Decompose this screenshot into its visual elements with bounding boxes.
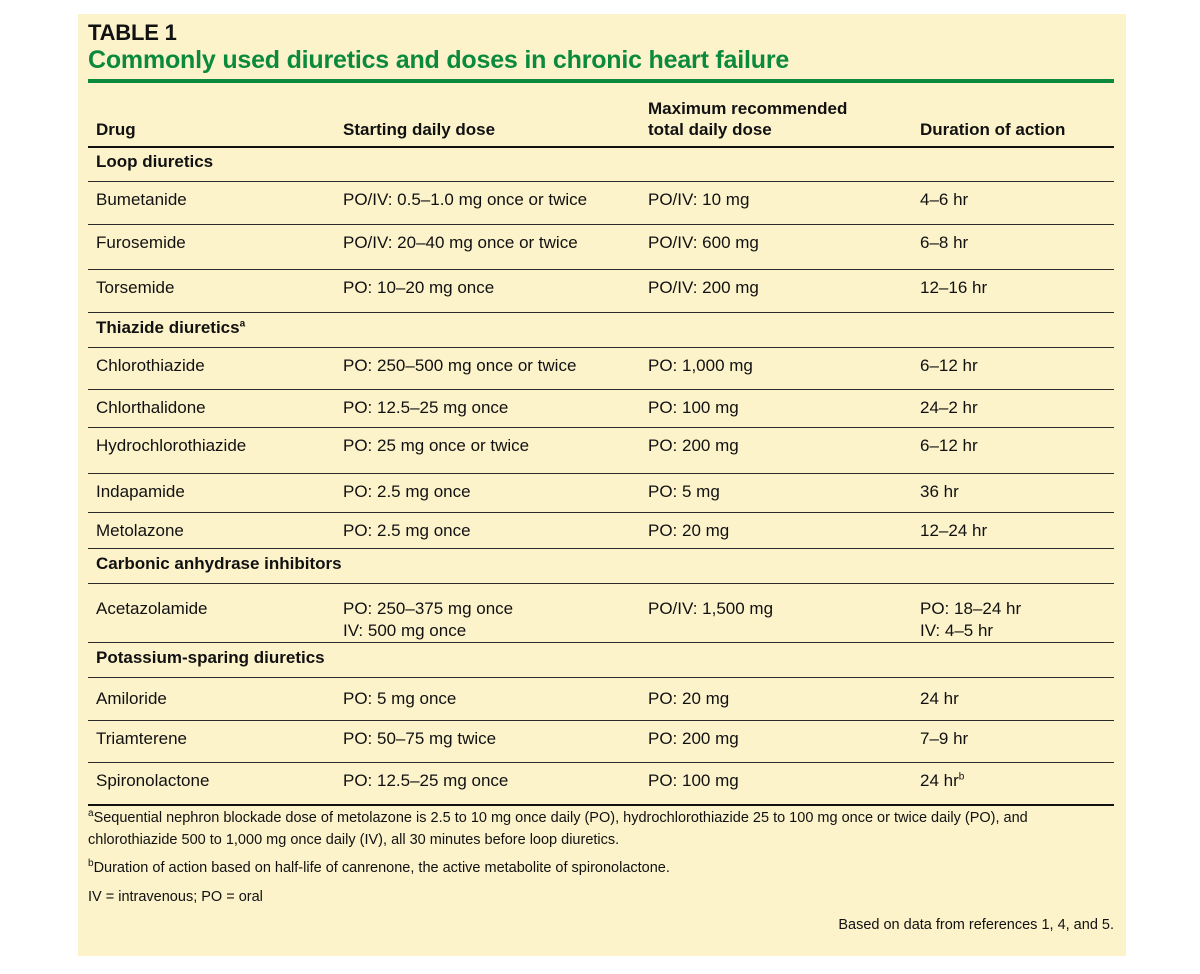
duration-cell [920, 397, 978, 419]
starting-dose-line: PO: 250–375 mg once [343, 599, 514, 618]
drug-name-cell: Spironolactone [96, 771, 210, 790]
duration-text: 36 hr [920, 482, 959, 501]
duration-text: 24 hr [920, 689, 959, 708]
source-note: Based on data from references 1, 4, and 5. [838, 917, 1114, 933]
starting-dose-cell [343, 355, 576, 377]
starting-dose-line: PO/IV: 20–40 mg once or twice [343, 233, 578, 252]
drug-name-cell: Indapamide [96, 482, 185, 501]
duration-text: 12–16 hr [920, 278, 988, 297]
row-rule [88, 389, 1114, 390]
starting-dose-cell [343, 598, 513, 642]
starting-dose-line: PO: 2.5 mg once [343, 482, 471, 501]
starting-dose-line: PO: 2.5 mg once [343, 521, 471, 540]
table-label: TABLE 1 [88, 20, 177, 45]
duration-cell [920, 189, 968, 211]
max-dose-cell: PO: 20 mg [648, 689, 730, 708]
starting-dose-line: PO/IV: 0.5–1.0 mg once or twice [343, 190, 588, 209]
drug-name-cell: Metolazone [96, 521, 184, 540]
starting-dose-line: PO: 10–20 mg once [343, 278, 495, 297]
duration-text: 24 hr [920, 771, 959, 790]
footnote-mark: b [88, 858, 94, 870]
duration-cell [920, 770, 964, 792]
duration-line [920, 728, 968, 750]
duration-cell [920, 435, 978, 457]
max-dose-cell: PO/IV: 600 mg [648, 233, 759, 252]
duration-cell [920, 481, 959, 503]
row-rule [88, 642, 1114, 643]
row-rule [88, 720, 1114, 721]
starting-dose-line: PO: 5 mg once [343, 689, 457, 708]
duration-text: 6–12 hr [920, 356, 978, 375]
starting-dose-cell [343, 481, 471, 503]
duration-cell [920, 355, 978, 377]
footnote-mark: a [239, 318, 246, 330]
footnote [88, 807, 1118, 851]
row-rule [88, 312, 1114, 313]
duration-text: 24–2 hr [920, 398, 978, 417]
max-dose-cell: PO: 100 mg [648, 398, 739, 417]
duration-cell [920, 598, 1021, 642]
duration-line [920, 481, 959, 503]
starting-dose-cell [343, 520, 471, 542]
footnote-text: Sequential nephron blockade dose of metolazone is 2.5 to 10 mg once daily (PO), hydrochlorothiazide 25 to 100 mg once or twice daily (PO), and chlorothiazide 500 to 1,000 mg once daily (IV), all 30 minutes before loop diuretics. [88, 810, 1028, 848]
starting-dose-cell [343, 435, 529, 457]
duration-line [920, 189, 968, 211]
starting-dose-cell [343, 189, 587, 211]
row-rule [88, 804, 1114, 806]
section-title [96, 648, 325, 668]
duration-cell [920, 277, 987, 299]
duration-line [920, 355, 978, 377]
section-rule [88, 181, 1114, 182]
max-dose-cell: PO: 5 mg [648, 482, 720, 501]
footnote-mark: a [88, 808, 94, 820]
duration-cell [920, 688, 959, 710]
starting-dose-line: PO: 12.5–25 mg once [343, 398, 509, 417]
max-dose-cell: PO/IV: 200 mg [648, 278, 759, 297]
duration-line [920, 620, 1021, 642]
drug-name-cell: Acetazolamide [96, 599, 208, 618]
title-divider [88, 79, 1114, 83]
row-rule [88, 269, 1114, 270]
starting-dose-line: PO: 50–75 mg twice [343, 729, 497, 748]
section-rule [88, 347, 1114, 348]
duration-cell [920, 520, 987, 542]
section-title-text: Potassium-sparing diuretics [96, 648, 325, 667]
starting-dose-cell [343, 397, 508, 419]
starting-dose-cell [343, 728, 496, 750]
section-title-text: Carbonic anhydrase inhibitors [96, 554, 342, 573]
footnote [88, 857, 1118, 879]
drug-name-cell: Amiloride [96, 689, 167, 708]
table-title: Commonly used diuretics and doses in chronic heart failure [88, 46, 790, 74]
section-title [96, 318, 245, 338]
max-dose-cell: PO: 20 mg [648, 521, 730, 540]
drug-name-cell: Torsemide [96, 278, 175, 297]
starting-dose-line: IV: 500 mg once [343, 621, 467, 640]
duration-line [920, 520, 987, 542]
header-duration: Duration of action [920, 120, 1066, 139]
footnote-mark: b [958, 771, 965, 783]
starting-dose-cell [343, 277, 494, 299]
max-dose-cell: PO: 100 mg [648, 771, 739, 790]
duration-cell [920, 728, 968, 750]
header-starting-dose: Starting daily dose [343, 120, 496, 139]
starting-dose-cell [343, 688, 456, 710]
header-max-dose-line1: Maximum recommended [648, 99, 848, 118]
header-max-dose-line2: total daily dose [648, 120, 772, 139]
duration-text: 4–6 hr [920, 190, 969, 209]
section-rule [88, 583, 1114, 584]
row-rule [88, 224, 1114, 225]
starting-dose-line: PO: 250–500 mg once or twice [343, 356, 577, 375]
drug-name-cell: Triamterene [96, 729, 188, 748]
starting-dose-cell [343, 232, 578, 254]
drug-name-cell: Hydrochlorothiazide [96, 436, 247, 455]
row-rule [88, 473, 1114, 474]
max-dose-cell: PO/IV: 10 mg [648, 190, 750, 209]
duration-text: PO: 18–24 hr [920, 599, 1022, 618]
duration-line [920, 598, 1021, 620]
duration-line [920, 232, 968, 254]
drug-name-cell: Furosemide [96, 233, 186, 252]
row-rule [88, 512, 1114, 513]
section-title-text: Loop diuretics [96, 152, 214, 171]
footnote-text: Duration of action based on half-life of canrenone, the active metabolite of spironolactone. [93, 860, 670, 876]
duration-text: IV: 4–5 hr [920, 621, 994, 640]
starting-dose-cell [343, 770, 508, 792]
duration-line [920, 277, 987, 299]
duration-line [920, 397, 978, 419]
row-rule [88, 427, 1114, 428]
section-title-text: Thiazide diuretics [96, 318, 240, 337]
max-dose-cell: PO: 200 mg [648, 436, 739, 455]
footnote-text: IV = intravenous; PO = oral [88, 889, 263, 905]
section-title [96, 152, 213, 172]
drug-name-cell: Chlorthalidone [96, 398, 206, 417]
section-rule [88, 677, 1114, 678]
max-dose-cell: PO: 200 mg [648, 729, 739, 748]
table-panel [78, 14, 1126, 956]
starting-dose-line: PO: 12.5–25 mg once [343, 771, 509, 790]
duration-text: 6–12 hr [920, 436, 978, 455]
drug-name-cell: Chlorothiazide [96, 356, 205, 375]
duration-text: 6–8 hr [920, 233, 969, 252]
row-rule [88, 762, 1114, 763]
max-dose-cell: PO: 1,000 mg [648, 356, 753, 375]
duration-text: 12–24 hr [920, 521, 988, 540]
duration-line [920, 435, 978, 457]
max-dose-cell: PO/IV: 1,500 mg [648, 599, 774, 618]
header-rule [88, 146, 1114, 148]
duration-line [920, 770, 964, 792]
duration-text: 7–9 hr [920, 729, 969, 748]
row-rule [88, 548, 1114, 549]
starting-dose-line: PO: 25 mg once or twice [343, 436, 530, 455]
drug-name-cell: Bumetanide [96, 190, 187, 209]
header-drug: Drug [96, 120, 136, 139]
duration-cell [920, 232, 968, 254]
footnote [88, 886, 1118, 908]
duration-line [920, 688, 959, 710]
section-title [96, 554, 342, 574]
